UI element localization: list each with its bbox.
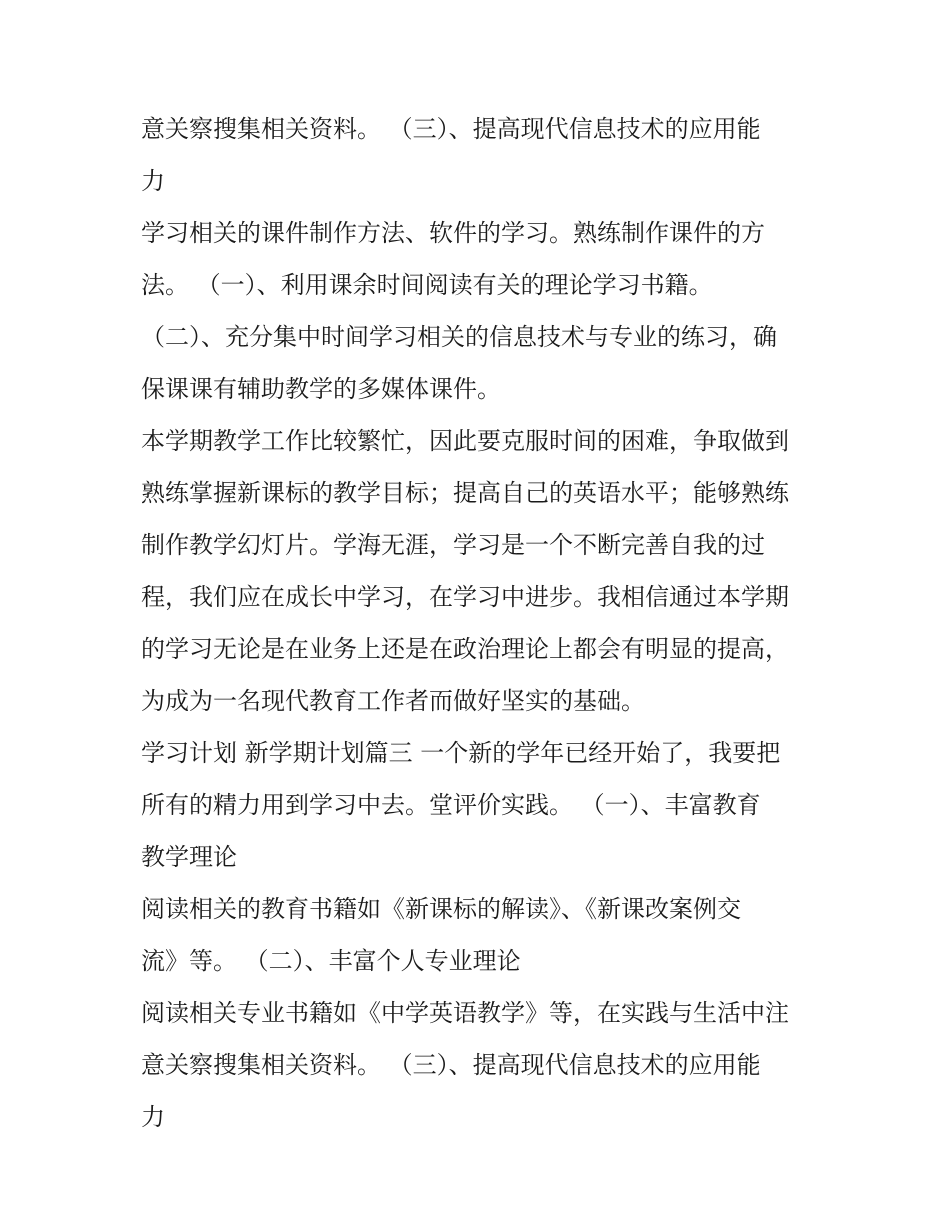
- text-line: 学习相关的课件制作方法、软件的学习。熟练制作课件的方: [141, 219, 765, 247]
- text-line: （二）、充分集中时间学习相关的信息技术与专业的练习，确: [141, 323, 777, 351]
- text-line: 法。 （一）、利用课余时间阅读有关的理论学习书籍。: [141, 271, 713, 299]
- text-line: 制作教学幻灯片。学海无涯，学习是一个不断完善自我的过: [141, 531, 765, 559]
- text-line: 的学习无论是在业务上还是在政治理论上都会有明显的提高，: [141, 635, 789, 663]
- text-line: 保课课有辅助教学的多媒体课件。: [141, 375, 501, 403]
- text-line: 阅读相关的教育书籍如《新课标的解读》、《新课改案例交: [141, 895, 741, 923]
- text-line: 所有的精力用到学习中去。堂评价实践。 （一）、丰富教育: [141, 791, 761, 819]
- text-line: 为成为一名现代教育工作者而做好坚实的基础。: [141, 687, 645, 715]
- document-body: [141, 103, 821, 1143]
- text-line: 力: [141, 1103, 165, 1131]
- text-line: 意关察搜集相关资料。 （三）、提高现代信息技术的应用能: [141, 1051, 761, 1079]
- text-line: 学习计划 新学期计划篇三 一个新的学年已经开始了，我要把: [141, 739, 781, 767]
- text-line: 本学期教学工作比较繁忙，因此要克服时间的困难，争取做到: [141, 427, 789, 455]
- text-line: 阅读相关专业书籍如《中学英语教学》等，在实践与生活中注: [141, 999, 789, 1027]
- text-line: 教学理论: [141, 843, 237, 871]
- text-line: 流》等。 （二）、丰富个人专业理论: [141, 947, 521, 975]
- text-line: 熟练掌握新课标的教学目标；提高自己的英语水平；能够熟练: [141, 479, 789, 507]
- text-line: 意关察搜集相关资料。 （三）、提高现代信息技术的应用能: [141, 115, 761, 143]
- text-line: 力: [141, 167, 165, 195]
- text-line: 程，我们应在成长中学习，在学习中进步。我相信通过本学期: [141, 583, 789, 611]
